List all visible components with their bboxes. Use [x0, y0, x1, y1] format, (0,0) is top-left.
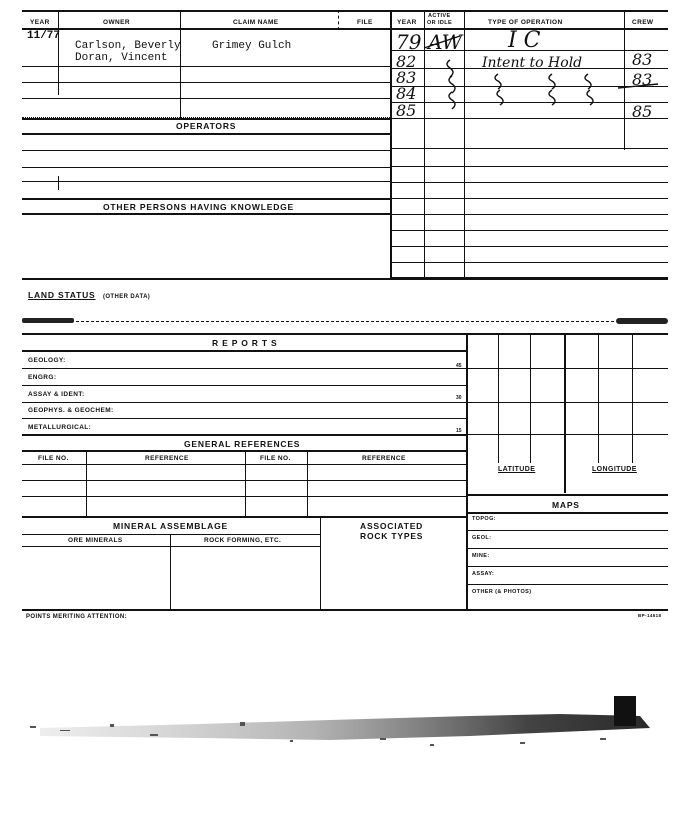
report-num-45: 45	[456, 363, 462, 369]
hand-crew-2: 83	[632, 70, 653, 89]
right-row-9	[390, 198, 668, 199]
report-num-15: 15	[456, 428, 462, 434]
grid-col-1	[498, 333, 499, 463]
hand-first-operation: I C	[508, 28, 541, 53]
maps-assay: ASSAY:	[472, 571, 495, 577]
hand-year-79: 79	[396, 30, 422, 54]
right-row-8	[390, 182, 668, 183]
land-status-mark-right	[616, 318, 668, 324]
grid-row-1	[466, 368, 668, 369]
entry-claim: Grimey Gulch	[212, 40, 292, 52]
refs-file-no-2: FILE NO.	[260, 455, 291, 462]
grid-col-5	[632, 333, 633, 463]
grid-col-2	[530, 333, 531, 463]
associated-rock-types-1: ASSOCIATED	[360, 521, 424, 531]
mineral-col-2	[320, 516, 321, 609]
land-status-mark-left	[22, 318, 74, 323]
report-row-3	[22, 402, 466, 403]
operators-top-rule	[22, 118, 390, 120]
report-geology: GEOLOGY:	[28, 357, 66, 364]
header-claim-name: CLAIM NAME	[233, 19, 279, 26]
hand-operation: Intent to Hold	[482, 55, 583, 71]
report-metallurgical: METALLURGICAL:	[28, 424, 92, 431]
report-row-2	[22, 385, 466, 386]
header-owner: OWNER	[103, 19, 130, 26]
maps-geol: GEOL:	[472, 535, 492, 541]
maps-top-rule	[466, 494, 668, 496]
refs-bottom-rule	[22, 516, 466, 518]
maps-title-rule	[466, 512, 668, 514]
reports-title-rule	[22, 350, 466, 352]
form-number: BP-14618	[638, 613, 662, 618]
hand-year-82: 82	[396, 52, 417, 71]
latitude-label: LATITUDE	[498, 466, 536, 473]
right-row-11	[390, 230, 668, 231]
report-row-1	[22, 368, 466, 369]
operators-row-3	[22, 181, 390, 182]
header-crew: CREW	[632, 19, 654, 26]
refs-header-rule	[22, 464, 466, 465]
land-status-heading	[28, 285, 150, 303]
hand-year-84: 84	[396, 84, 417, 103]
operators-title: OPERATORS	[176, 121, 237, 131]
refs-row-2	[22, 496, 466, 497]
hand-year-85: 85	[396, 101, 417, 120]
refs-title-rule	[22, 450, 466, 452]
longitude-label: LONGITUDE	[592, 466, 637, 473]
operators-row-1	[22, 150, 390, 151]
persons-top-rule	[22, 198, 390, 200]
entry-year: 11/77	[27, 30, 61, 42]
persons-title-rule	[22, 213, 390, 215]
refs-reference-2: REFERENCE	[362, 455, 406, 462]
header-active-2: OR IDLE	[427, 20, 453, 26]
reports-right-border	[466, 333, 468, 609]
maps-topog: TOPOG:	[472, 516, 496, 522]
maps-row-1	[466, 530, 668, 531]
report-engrg: ENGRG:	[28, 374, 57, 381]
scan-noise-band	[0, 680, 678, 770]
mineral-ore: ORE MINERALS	[68, 537, 123, 544]
refs-col-1	[86, 450, 87, 516]
general-references-title: GENERAL REFERENCES	[184, 439, 301, 449]
right-row-10	[390, 214, 668, 215]
land-status-sub: (OTHER DATA)	[102, 294, 151, 300]
header-file: FILE	[357, 19, 373, 26]
grid-col-3	[564, 333, 566, 493]
right-row-12	[390, 246, 668, 247]
refs-file-no-1: FILE NO.	[38, 455, 69, 462]
grid-row-3	[466, 434, 668, 435]
entry-owner-1: Carlson, Beverly	[75, 40, 181, 52]
refs-col-2	[245, 450, 246, 516]
report-num-30: 30	[456, 395, 462, 401]
refs-reference-1: REFERENCE	[145, 455, 189, 462]
land-status-dashed	[76, 321, 614, 322]
header-year-2: YEAR	[397, 19, 417, 26]
header-type-of-operation: TYPE OF OPERATION	[488, 19, 563, 26]
mineral-col-1	[170, 534, 171, 609]
hand-year-83: 83	[396, 68, 417, 87]
report-assay: ASSAY & IDENT:	[28, 391, 85, 398]
reports-top-rule	[22, 333, 668, 335]
report-row-4	[22, 418, 466, 419]
grid-col-4	[598, 333, 599, 463]
maps-row-2	[466, 548, 668, 549]
right-row-6	[390, 148, 668, 149]
refs-col-3	[307, 450, 308, 516]
mineral-header-rule	[22, 546, 320, 547]
hand-crew-3: 85	[632, 102, 653, 121]
associated-rock-types-2: ROCK TYPES	[360, 531, 424, 541]
land-status-top-rule	[22, 278, 668, 280]
mineral-title-rule	[22, 534, 320, 535]
right-row-13	[390, 262, 668, 263]
land-status-title: LAND STATUS	[28, 290, 96, 300]
header-year: YEAR	[30, 19, 50, 26]
other-persons-title: OTHER PERSONS HAVING KNOWLEDGE	[103, 202, 295, 212]
maps-other: OTHER (& PHOTOS)	[472, 589, 532, 595]
mineral-rock: ROCK FORMING, ETC.	[204, 537, 282, 544]
reports-title: R E P O R T S	[212, 338, 278, 348]
grid-row-2	[466, 402, 668, 403]
hand-status-aw: AW	[428, 30, 463, 54]
maps-mine: MINE:	[472, 553, 490, 559]
operators-row-2	[22, 167, 390, 168]
mineral-assemblage-title: MINERAL ASSEMBLAGE	[113, 521, 228, 531]
maps-row-3	[466, 566, 668, 567]
reports-bottom-rule	[22, 434, 466, 436]
form-bottom-rule	[22, 609, 668, 611]
operators-title-rule	[22, 133, 390, 135]
maps-row-4	[466, 584, 668, 585]
points-meriting-attention: POINTS MERITING ATTENTION:	[26, 614, 128, 620]
entry-owner-2: Doran, Vincent	[75, 52, 168, 64]
hand-crew-1: 83	[632, 50, 653, 69]
refs-row-1	[22, 480, 466, 481]
right-row-7	[390, 166, 668, 167]
header-active-1: ACTIVE	[428, 13, 451, 19]
maps-title: MAPS	[552, 500, 580, 510]
operators-mark	[58, 176, 59, 190]
report-geophys: GEOPHYS. & GEOCHEM:	[28, 407, 114, 414]
